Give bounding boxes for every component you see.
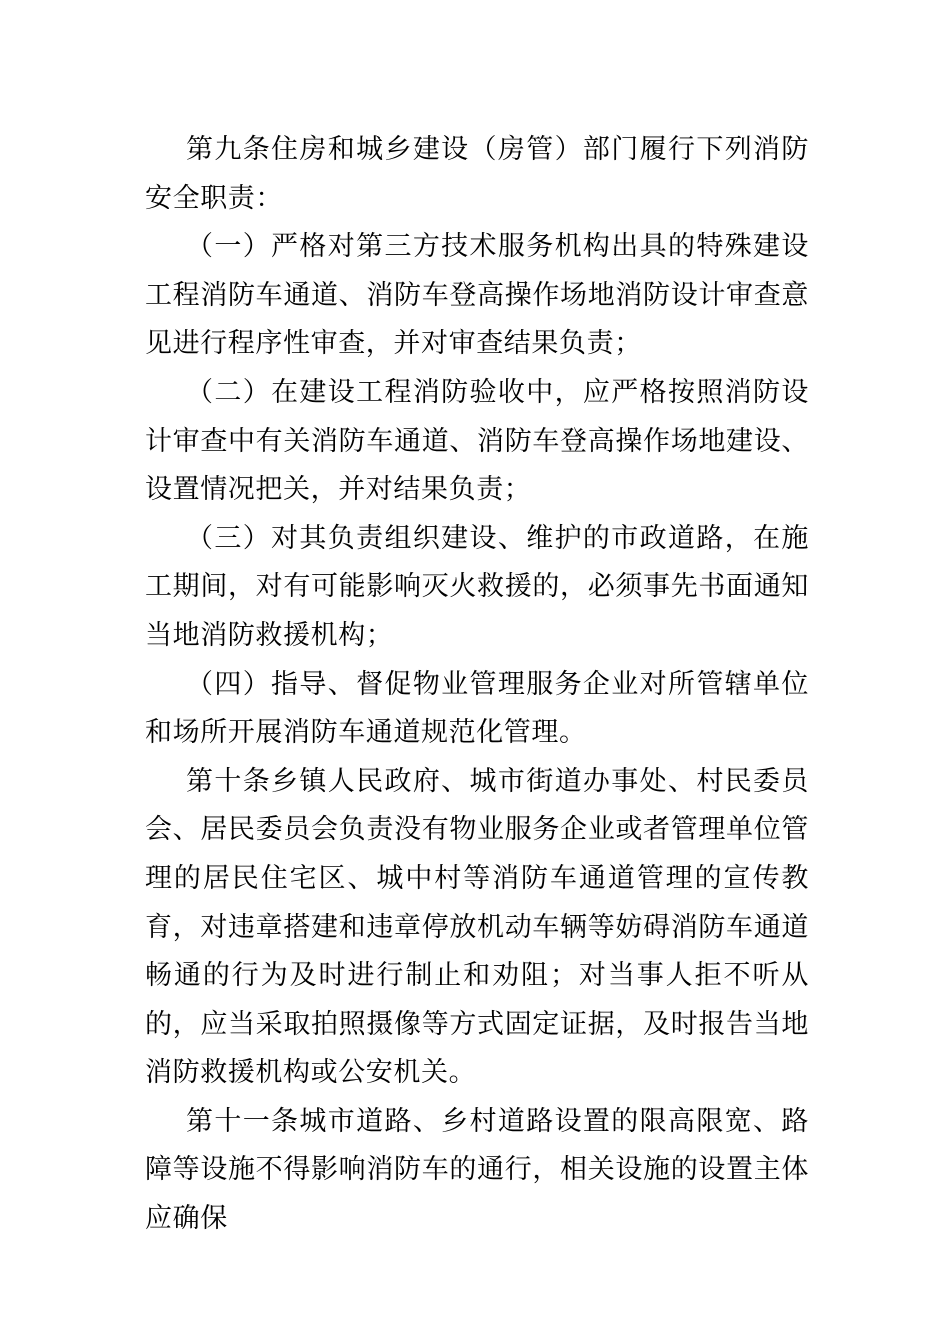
article-9-item-3: （三）对其负责组织建设、维护的市政道路，在施工期间，对有可能影响灭火救援的，必须事先书面通知当地消防救援机构； [145,522,809,651]
article-11: 第十一条城市道路、乡村道路设置的限高限宽、路障等设施不得影响消防车的通行，相关设施的设置主体应确保 [145,1105,809,1235]
article-9-item-1: （一）严格对第三方技术服务机构出具的特殊建设工程消防车通道、消防车登高操作场地消防设计审查意见进行程序性审查，并对审查结果负责； [145,231,809,360]
article-9-item-2: （二）在建设工程消防验收中，应严格按照消防设计审查中有关消防车通道、消防车登高操作场地建设、设置情况把关，并对结果负责； [145,376,809,506]
article-9-item-4: （四）指导、督促物业管理服务企业对所管辖单位和场所开展消防车通道规范化管理。 [145,668,809,749]
article-10: 第十条乡镇人民政府、城市街道办事处、村民委员会、居民委员会负责没有物业服务企业或者管理单位管理的居民住宅区、城中村等消防车通道管理的宣传教育，对违章搭建和违章停放机动车辆等妨碍消防车通道畅通的行为及时进行制止和劝阻；对当事人拒不听从的，应当采取拍照摄像等方式固定证据，及时报告当地消防救援机构或公安机关。 [145,765,809,1089]
article-9-intro: 第九条住房和城乡建设（房管）部门履行下列消防安全职责： [145,134,809,214]
document-body [145,126,809,1244]
